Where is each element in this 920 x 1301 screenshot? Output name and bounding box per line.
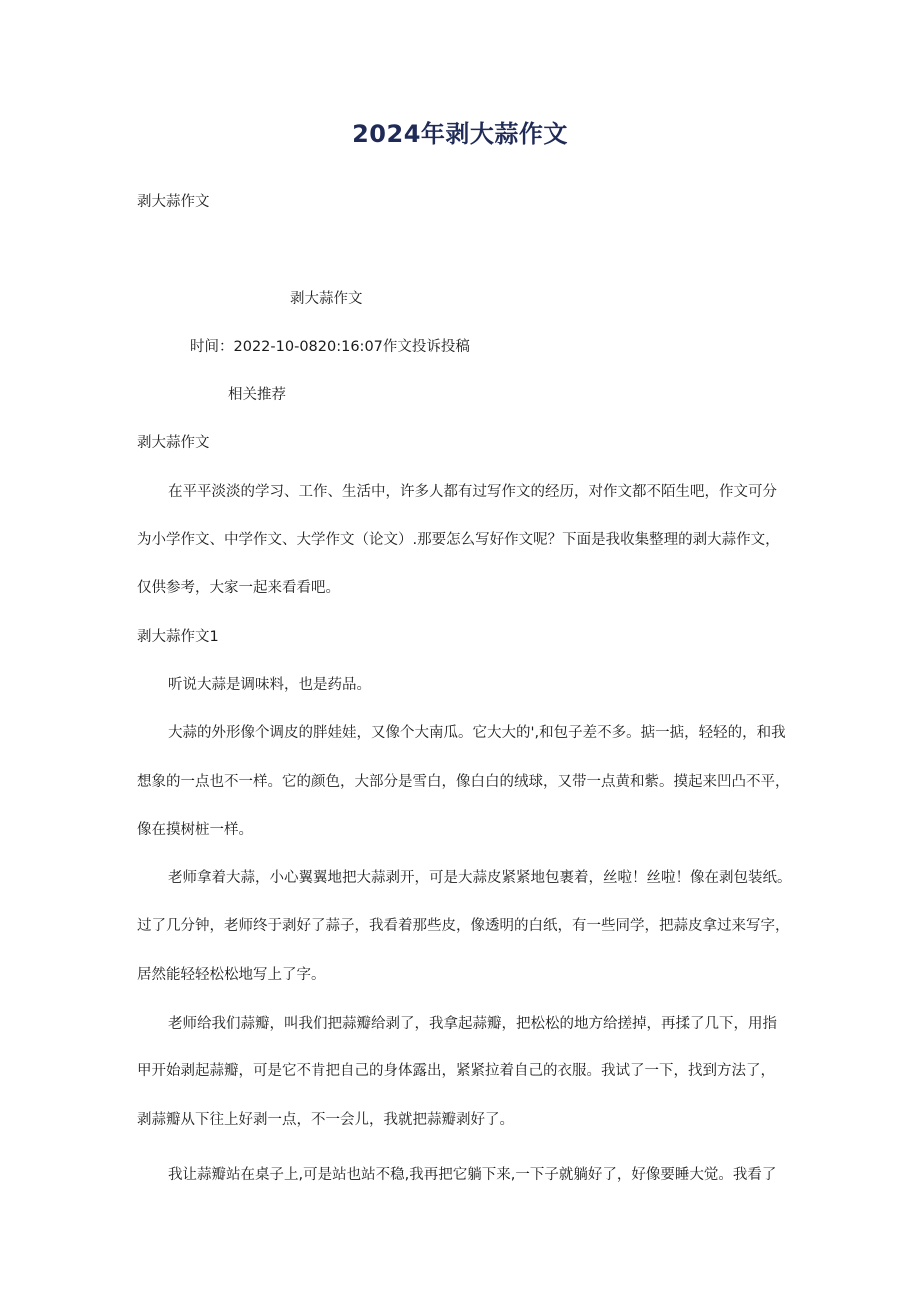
section-heading: 剥大蒜作文1 — [137, 629, 219, 645]
paragraph-5-line-1: 我让蒜瓣站在桌子上,可是站也站不稳,我再把它躺下来,一下子就躺好了，好像要睡大觉。我看了 — [168, 1167, 777, 1183]
intro-line-1: 在平平淡淡的学习、工作、生活中，许多人都有过写作文的经历，对作文都不陌生吧，作文可分 — [168, 484, 777, 500]
paragraph-3-line-3: 居然能轻轻松松地写上了字。 — [137, 967, 326, 983]
meta-line: 时间：2022-10-0820:16:07作文投诉投稿 — [190, 339, 470, 355]
paragraph-4-line-2: 甲开始剥起蒜瓣，可是它不肯把自己的身体露出，紧紧拉着自己的衣服。我试了一下，找到方法了， — [137, 1063, 775, 1079]
paragraph-2-line-2: 想象的一点也不一样。它的颜色，大部分是雪白，像白白的绒球，又带一点黄和紫。摸起来凹凸不平， — [137, 774, 790, 790]
paragraph-3-line-1: 老师拿着大蒜，小心翼翼地把大蒜剥开，可是大蒜皮紧紧地包裹着，丝啦！丝啦！像在剥包装纸。 — [168, 870, 792, 886]
paragraph-1-line-1: 听说大蒜是调味料，也是药品。 — [168, 677, 371, 693]
paragraph-3-line-2: 过了几分钟，老师终于剥好了蒜子，我看着那些皮，像透明的白纸，有一些同学，把蒜皮拿过来写字， — [137, 918, 790, 934]
intro-line-2: 为小学作文、中学作文、大学作文（论文）.那要怎么写好作文呢？下面是我收集整理的剥大蒜作文， — [137, 532, 780, 548]
paragraph-4-line-1: 老师给我们蒜瓣，叫我们把蒜瓣给剥了，我拿起蒜瓣，把松松的地方给搓掉，再揉了几下，用指 — [168, 1016, 777, 1032]
intro-line-3: 仅供参考，大家一起来看看吧。 — [137, 580, 340, 596]
paragraph-4-line-3: 剥蒜瓣从下往上好剥一点，不一会儿，我就把蒜瓣剥好了。 — [137, 1112, 514, 1128]
heading-1: 剥大蒜作文 — [137, 194, 210, 210]
document-title: 2024年剥大蒜作文 — [352, 120, 568, 148]
paragraph-2-line-3: 像在摸树桩一样。 — [137, 822, 253, 838]
heading-2: 剥大蒜作文 — [137, 435, 210, 451]
related-label: 相关推荐 — [228, 387, 286, 403]
center-title: 剥大蒜作文 — [290, 291, 363, 307]
paragraph-2-line-1: 大蒜的外形像个调皮的胖娃娃，又像个大南瓜。它大大的',和包子差不多。掂一掂，轻轻的，和我 — [168, 725, 786, 741]
